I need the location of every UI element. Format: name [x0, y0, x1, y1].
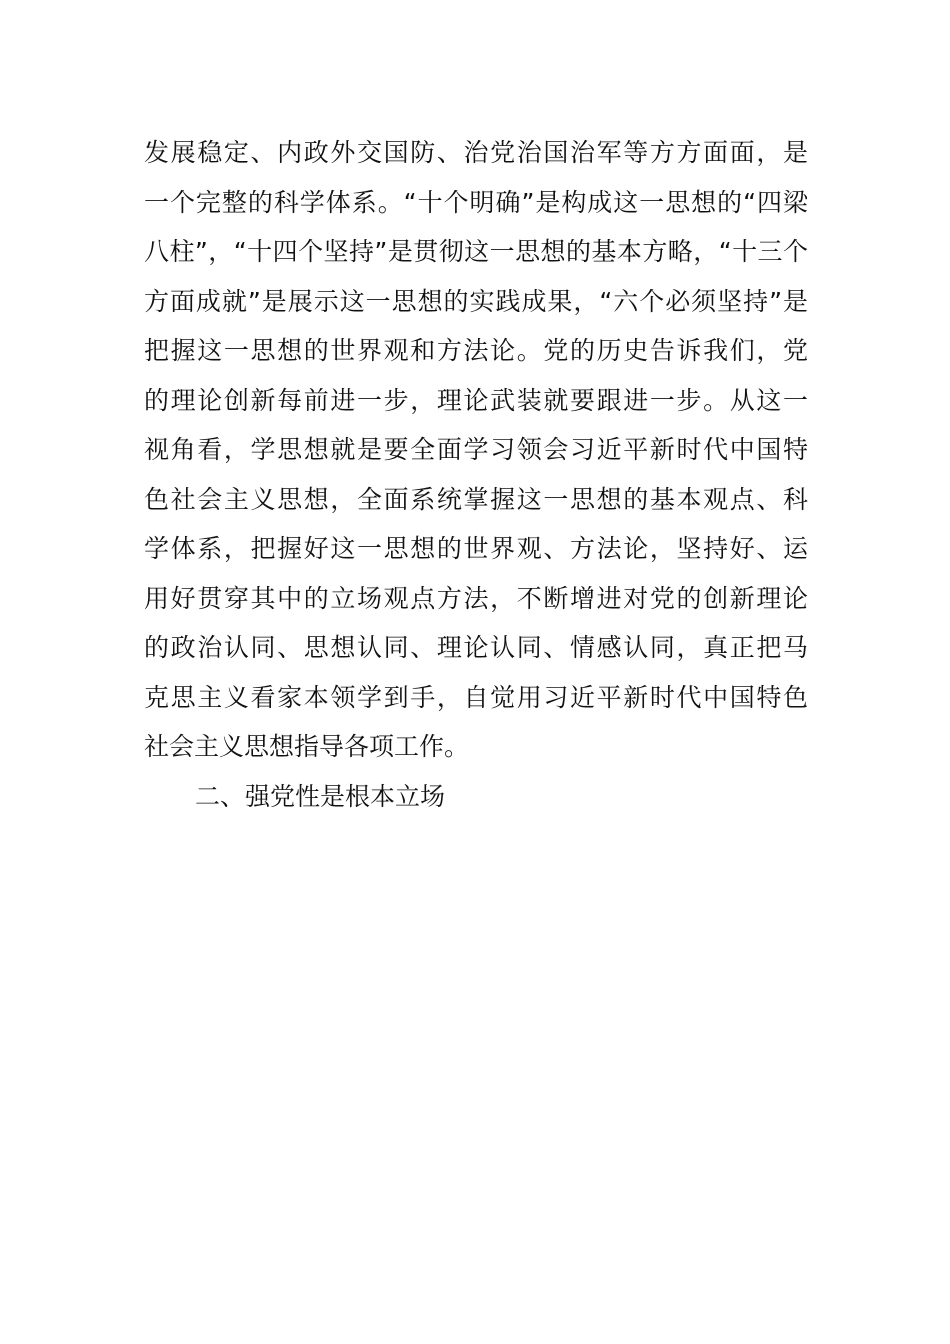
section-heading: 二、强党性是根本立场	[195, 782, 446, 811]
paragraph-line: 方面成就”是展示这一思想的实践成果，“六个必须坚持”是	[144, 286, 808, 316]
paragraph-line: 把握这一思想的世界观和方法论。党的历史告诉我们，党	[144, 336, 808, 365]
paragraph-line: 视角看，学思想就是要全面学习领会习近平新时代中国特	[144, 435, 808, 464]
paragraph-line: 的政治认同、思想认同、理论认同、情感认同，真正把马	[144, 633, 808, 662]
paragraph-line: 一个完整的科学体系。“十个明确”是构成这一思想的“四梁	[144, 187, 808, 217]
paragraph-line: 色社会主义思想，全面系统掌握这一思想的基本观点、科	[144, 484, 808, 514]
body-paragraph	[144, 128, 808, 772]
paragraph-line: 八柱”，“十四个坚持”是贯彻这一思想的基本方略，“十三个	[144, 237, 808, 266]
paragraph-line: 克思主义看家本领学到手，自觉用习近平新时代中国特色	[144, 682, 808, 712]
paragraph-line: 发展稳定、内政外交国防、治党治国治军等方方面面，是	[144, 138, 808, 167]
paragraph-line: 的理论创新每前进一步，理论武装就要跟进一步。从这一	[144, 385, 808, 415]
paragraph-line: 社会主义思想指导各项工作。	[144, 732, 470, 761]
paragraph-line: 学体系，把握好这一思想的世界观、方法论，坚持好、运	[144, 534, 808, 563]
paragraph-line: 用好贯穿其中的立场观点方法，不断增进对党的创新理论	[144, 583, 808, 613]
